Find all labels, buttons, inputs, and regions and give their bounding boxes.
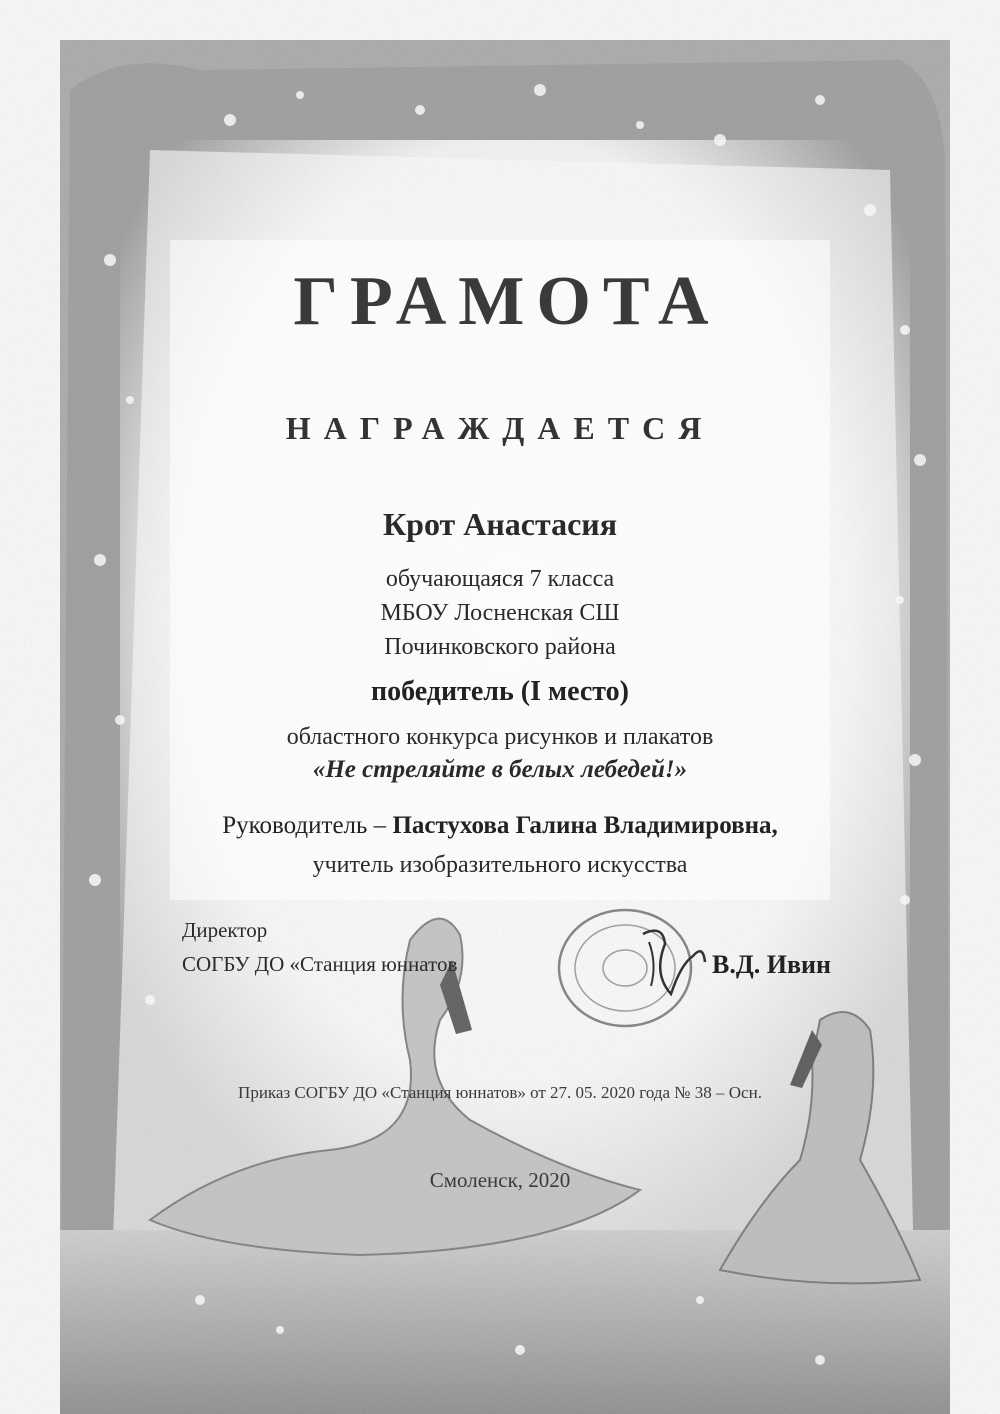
- signer-name: В.Д. Ивин: [712, 950, 831, 979]
- school-name: МБОУ Лосненская СШ: [380, 600, 620, 626]
- recipient-name: Крот Анастасия: [382, 506, 618, 542]
- contest-description: областного конкурса рисунков и плакатов: [286, 724, 714, 750]
- city-year: Смоленск, 2020: [429, 1168, 571, 1192]
- official-stamp-seal: [553, 904, 709, 1034]
- student-grade: обучающаяся 7 класса: [385, 566, 615, 592]
- signer-role: Директор: [182, 918, 268, 942]
- mentor-position: учитель изобразительного искусства: [312, 852, 688, 878]
- district-name: Починковского района: [384, 634, 616, 660]
- award-heading: НАГРАЖДАЕТСЯ: [285, 410, 715, 446]
- contest-name: «Не стреляйте в белых лебедей!»: [312, 756, 688, 783]
- certificate-title: ГРАМОТА: [293, 263, 721, 340]
- mentor-name: Пастухова Галина Владимировна,: [392, 812, 778, 839]
- signer-organization: СОГБУ ДО «Станция юннатов: [182, 952, 458, 976]
- mentor-line: [0, 812, 1000, 840]
- award-place: победитель (I место): [370, 676, 629, 707]
- order-reference: Приказ СОГБУ ДО «Станция юннатов» от 27. 05. 2020 года № 38 – Осн.: [238, 1083, 762, 1102]
- mentor-label: Руководитель –: [222, 812, 387, 839]
